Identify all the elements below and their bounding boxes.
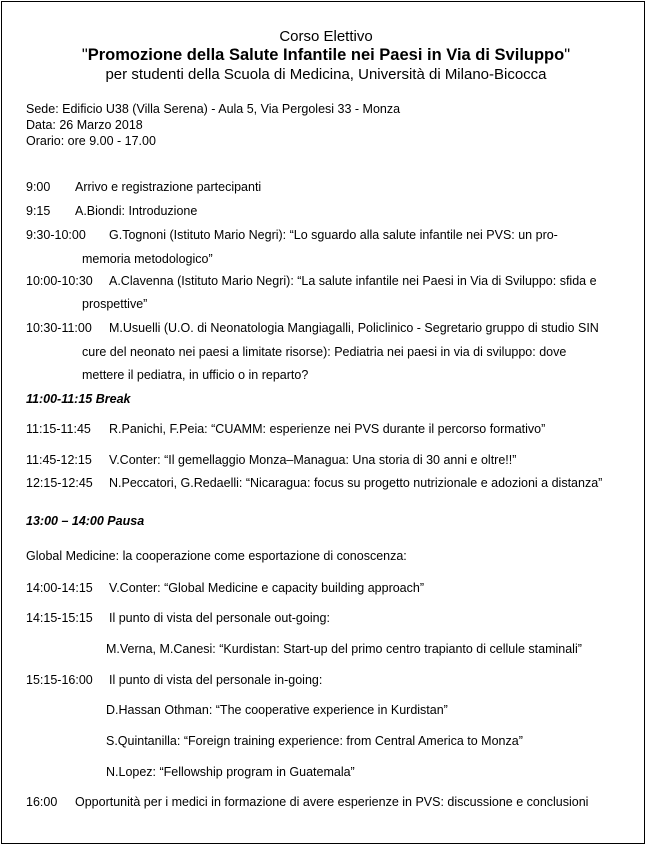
break-label: 11:00-11:15 Break bbox=[26, 392, 131, 406]
program-row bbox=[26, 795, 626, 810]
time-slot: 14:00-14:15 bbox=[26, 581, 93, 595]
session-text: Arrivo e registrazione partecipanti bbox=[75, 180, 262, 194]
time-slot: 10:30-11:00 bbox=[26, 321, 92, 335]
time-slot: 9:15 bbox=[26, 204, 51, 218]
speaker-entry: M.Verna, M.Canesi: “Kurdistan: Start-up del primo centro trapianto di cellule staminali” bbox=[106, 642, 582, 656]
session-text-continued: memoria metodologico” bbox=[82, 252, 213, 266]
program-row bbox=[26, 422, 626, 437]
session-text: M.Usuelli (U.O. di Neonatologia Mangiagalli, Policlinico - Segretario gruppo di studio SIN bbox=[109, 321, 599, 335]
speaker-entry: D.Hassan Othman: “The cooperative experience in Kurdistan” bbox=[106, 703, 448, 717]
time-slot: 9:30-10:00 bbox=[26, 228, 86, 242]
session-text: Opportunità per i medici in formazione di avere esperienze in PVS: discussione e conclusioni bbox=[75, 795, 589, 809]
session-text-continued: prospettive” bbox=[82, 297, 148, 311]
session-text: V.Conter: “Global Medicine e capacity building approach” bbox=[109, 581, 424, 595]
date: Data: 26 Marzo 2018 bbox=[26, 118, 143, 132]
time-slot: 11:45-12:15 bbox=[26, 453, 92, 467]
program-row bbox=[26, 228, 626, 243]
session-text: R.Panichi, F.Peia: “CUAMM: esperienze nei PVS durante il percorso formativo” bbox=[109, 422, 546, 436]
session-text-continued: mettere il pediatra, in ufficio o in reparto? bbox=[82, 368, 309, 382]
session-text: V.Conter: “Il gemellaggio Monza–Managua: Una storia di 30 anni e oltre!!” bbox=[109, 453, 517, 467]
time-slot: 16:00 bbox=[26, 795, 58, 809]
speaker-entry: N.Lopez: “Fellowship program in Guatemala” bbox=[106, 765, 355, 779]
venue: Sede: Edificio U38 (Villa Serena) - Aula 5, Via Pergolesi 33 - Monza bbox=[26, 102, 401, 116]
speaker-entry: S.Quintanilla: “Foreign training experience: from Central America to Monza” bbox=[106, 734, 523, 748]
hours: Orario: ore 9.00 - 17.00 bbox=[26, 134, 156, 148]
program-row bbox=[26, 453, 626, 468]
section-heading: Global Medicine: la cooperazione come esportazione di conoscenza: bbox=[26, 549, 407, 563]
program-row bbox=[26, 611, 626, 626]
time-slot: 10:00-10:30 bbox=[26, 274, 93, 288]
time-slot: 15:15-16:00 bbox=[26, 673, 93, 687]
program-row bbox=[26, 180, 626, 195]
session-text: A.Clavenna (Istituto Mario Negri): “La salute infantile nei Paesi in Via di Sviluppo: sfida e bbox=[109, 274, 597, 288]
program-row bbox=[26, 581, 626, 596]
lunch-break-label: 13:00 – 14:00 Pausa bbox=[26, 514, 145, 528]
time-slot: 14:15-15:15 bbox=[26, 611, 93, 625]
course-audience: per studenti della Scuola di Medicina, Università di Milano-Bicocca bbox=[105, 66, 547, 83]
program-row bbox=[26, 476, 626, 491]
session-text: G.Tognoni (Istituto Mario Negri): “Lo sguardo alla salute infantile nei PVS: un pro- bbox=[109, 228, 558, 242]
program-row bbox=[26, 673, 626, 688]
program-row bbox=[26, 274, 626, 289]
session-text-continued: cure del neonato nei paesi a limitate risorse): Pediatria nei paesi in via di sviluppo: dove bbox=[82, 345, 567, 359]
session-text: Il punto di vista del personale out-going: bbox=[109, 611, 330, 625]
session-text: A.Biondi: Introduzione bbox=[75, 204, 198, 218]
program-row bbox=[26, 204, 626, 219]
program-row bbox=[26, 321, 626, 336]
session-text: Il punto di vista del personale in-going: bbox=[109, 673, 323, 687]
course-type: Corso Elettivo bbox=[279, 28, 373, 45]
course-title: "Promozione della Salute Infantile nei Paesi in Via di Sviluppo" bbox=[81, 46, 571, 64]
time-slot: 11:15-11:45 bbox=[26, 422, 91, 436]
session-text: N.Peccatori, G.Redaelli: “Nicaragua: focus su progetto nutrizionale e adozioni a distanza” bbox=[109, 476, 603, 490]
time-slot: 12:15-12:45 bbox=[26, 476, 93, 490]
time-slot: 9:00 bbox=[26, 180, 51, 194]
